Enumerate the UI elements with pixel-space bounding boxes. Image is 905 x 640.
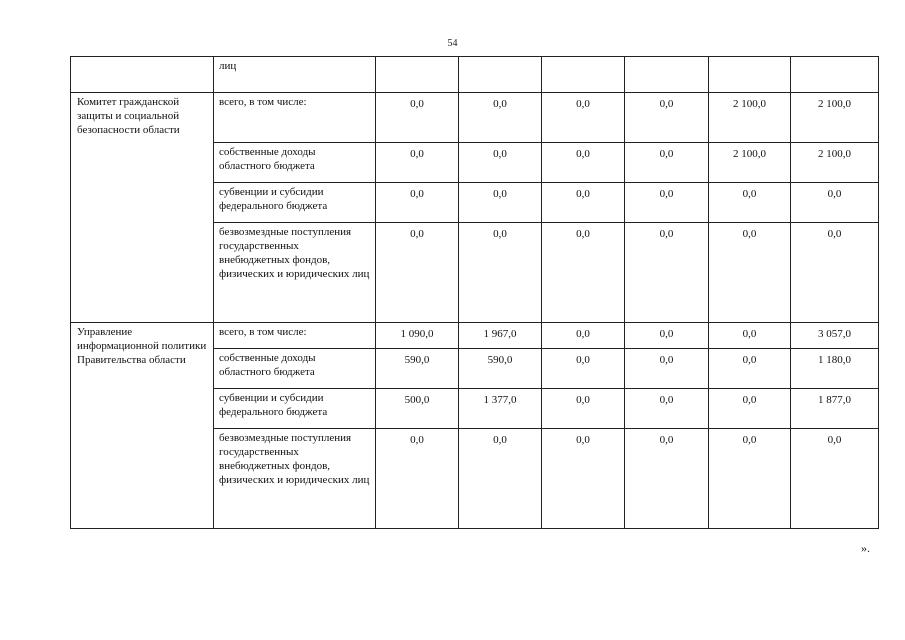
value-cell: 1 090,0 bbox=[376, 323, 459, 349]
value-cell: 0,0 bbox=[709, 323, 791, 349]
organization-cell bbox=[71, 57, 214, 93]
value-cell: 0,0 bbox=[459, 183, 542, 223]
table-row bbox=[71, 57, 879, 93]
funding-source-cell: всего, в том числе: bbox=[214, 323, 376, 349]
value-cell: 0,0 bbox=[791, 183, 879, 223]
value-cell bbox=[542, 57, 625, 93]
value-cell: 590,0 bbox=[459, 349, 542, 389]
value-cell: 2 100,0 bbox=[709, 143, 791, 183]
value-cell: 0,0 bbox=[542, 389, 625, 429]
funding-source-cell: собственные доходы областного бюджета bbox=[214, 349, 376, 389]
value-cell: 0,0 bbox=[376, 93, 459, 143]
value-cell: 2 100,0 bbox=[709, 93, 791, 143]
value-cell: 0,0 bbox=[625, 323, 709, 349]
value-cell: 0,0 bbox=[791, 223, 879, 323]
value-cell: 0,0 bbox=[459, 429, 542, 529]
closing-quote-mark: ». bbox=[861, 541, 870, 555]
value-cell: 0,0 bbox=[709, 223, 791, 323]
value-cell: 1 967,0 bbox=[459, 323, 542, 349]
funding-source-cell: безвозмездные поступления государственных внебюджетных фондов, физических и юридических лиц bbox=[214, 223, 376, 323]
funding-source-cell: собственные доходы областного бюджета bbox=[214, 143, 376, 183]
value-cell: 0,0 bbox=[625, 183, 709, 223]
value-cell: 0,0 bbox=[625, 93, 709, 143]
table-row bbox=[71, 323, 879, 349]
value-cell: 0,0 bbox=[376, 429, 459, 529]
funding-source-cell: лиц bbox=[214, 57, 376, 93]
organization-cell: Комитет гражданской защиты и социальной безопасности области bbox=[71, 93, 214, 323]
value-cell: 0,0 bbox=[542, 183, 625, 223]
organization-cell: Управление информационной политики Правительства области bbox=[71, 323, 214, 529]
value-cell: 0,0 bbox=[625, 349, 709, 389]
value-cell: 0,0 bbox=[542, 349, 625, 389]
funding-source-cell: субвенции и субсидии федерального бюджета bbox=[214, 183, 376, 223]
value-cell: 0,0 bbox=[459, 143, 542, 183]
value-cell: 0,0 bbox=[376, 223, 459, 323]
value-cell: 0,0 bbox=[709, 349, 791, 389]
value-cell: 1 377,0 bbox=[459, 389, 542, 429]
value-cell: 0,0 bbox=[625, 143, 709, 183]
table-row bbox=[71, 93, 879, 143]
value-cell: 2 100,0 bbox=[791, 143, 879, 183]
value-cell: 590,0 bbox=[376, 349, 459, 389]
budget-table bbox=[70, 56, 879, 529]
value-cell: 0,0 bbox=[376, 183, 459, 223]
value-cell: 0,0 bbox=[625, 389, 709, 429]
value-cell: 0,0 bbox=[542, 143, 625, 183]
value-cell bbox=[709, 57, 791, 93]
funding-source-cell: субвенции и субсидии федерального бюджета bbox=[214, 389, 376, 429]
value-cell: 0,0 bbox=[709, 183, 791, 223]
funding-source-cell: безвозмездные поступления государственных внебюджетных фондов, физических и юридических лиц bbox=[214, 429, 376, 529]
value-cell bbox=[791, 57, 879, 93]
value-cell: 0,0 bbox=[542, 93, 625, 143]
value-cell: 0,0 bbox=[542, 429, 625, 529]
value-cell: 1 180,0 bbox=[791, 349, 879, 389]
page-number: 54 bbox=[447, 38, 458, 49]
value-cell: 0,0 bbox=[376, 143, 459, 183]
value-cell: 0,0 bbox=[625, 429, 709, 529]
value-cell: 1 877,0 bbox=[791, 389, 879, 429]
value-cell bbox=[625, 57, 709, 93]
value-cell: 0,0 bbox=[459, 93, 542, 143]
value-cell: 0,0 bbox=[459, 223, 542, 323]
value-cell: 0,0 bbox=[542, 323, 625, 349]
value-cell: 0,0 bbox=[709, 429, 791, 529]
value-cell: 2 100,0 bbox=[791, 93, 879, 143]
value-cell: 0,0 bbox=[625, 223, 709, 323]
value-cell bbox=[459, 57, 542, 93]
value-cell bbox=[376, 57, 459, 93]
value-cell: 500,0 bbox=[376, 389, 459, 429]
funding-source-cell: всего, в том числе: bbox=[214, 93, 376, 143]
value-cell: 3 057,0 bbox=[791, 323, 879, 349]
value-cell: 0,0 bbox=[542, 223, 625, 323]
value-cell: 0,0 bbox=[709, 389, 791, 429]
value-cell: 0,0 bbox=[791, 429, 879, 529]
